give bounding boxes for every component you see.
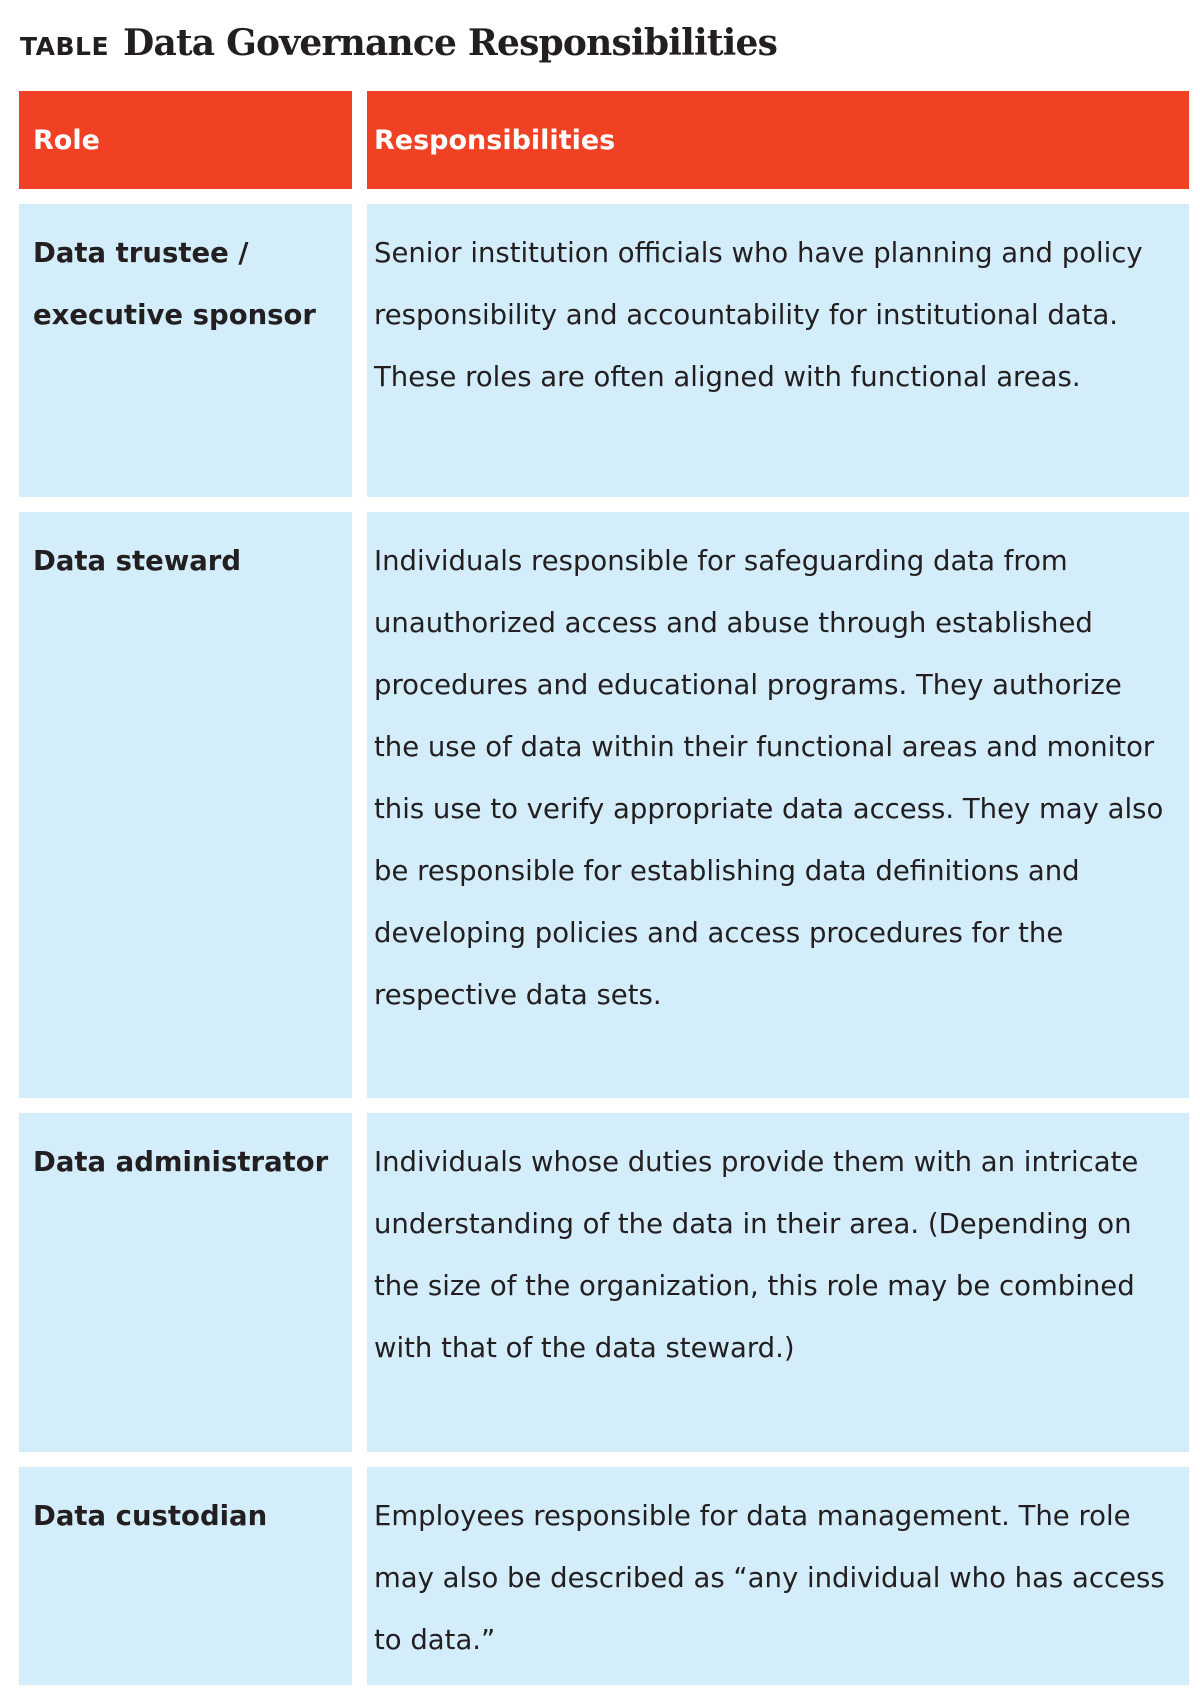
responsibilities-table [19,91,1189,1685]
title-kicker: TABLE [20,32,110,61]
role-name: Data steward [33,545,242,577]
responsibilities-cell [367,1113,1189,1452]
role-description: Individuals responsible for safeguarding data from unauthorized access and abuse through established procedures and educational programs. They authorize the use of data within their functional areas and monitor this use to verify appropriate data access. They may also be responsible for establishing data definitions and developing policies and access procedures for the respective data sets. [374,545,1164,1011]
table-title [20,22,777,70]
table-row [19,1113,1189,1452]
title-text: Data Governance Responsibilities [123,22,778,64]
header-cell-responsibilities [367,91,1189,189]
role-cell [19,204,352,497]
header-cell-role [19,91,352,189]
responsibilities-cell [367,204,1189,497]
responsibilities-cell [367,1467,1189,1685]
header-role-label: Role [33,124,100,156]
header-responsibilities-label: Responsibilities [374,124,616,156]
role-description: Senior institution officials who have planning and policy responsibility and accountability for institutional data. These roles are often aligned with functional areas. [374,237,1143,393]
table-row [19,1467,1189,1685]
responsibilities-cell [367,512,1189,1098]
role-cell [19,1113,352,1452]
role-cell [19,1467,352,1685]
role-description: Individuals whose duties provide them with an intricate understanding of the data in their area. (Depending on the size of the organization, this role may be combined with that of the data steward.) [374,1146,1139,1364]
table-header-row [19,91,1189,189]
role-name: Data administrator [33,1146,329,1178]
role-name: Data trustee / executive sponsor [33,237,316,331]
table-row [19,512,1189,1098]
role-description: Employees responsible for data management. The role may also be described as “any individual who has access to data.” [374,1500,1165,1656]
table-row [19,204,1189,497]
role-cell [19,512,352,1098]
role-name: Data custodian [33,1500,268,1532]
